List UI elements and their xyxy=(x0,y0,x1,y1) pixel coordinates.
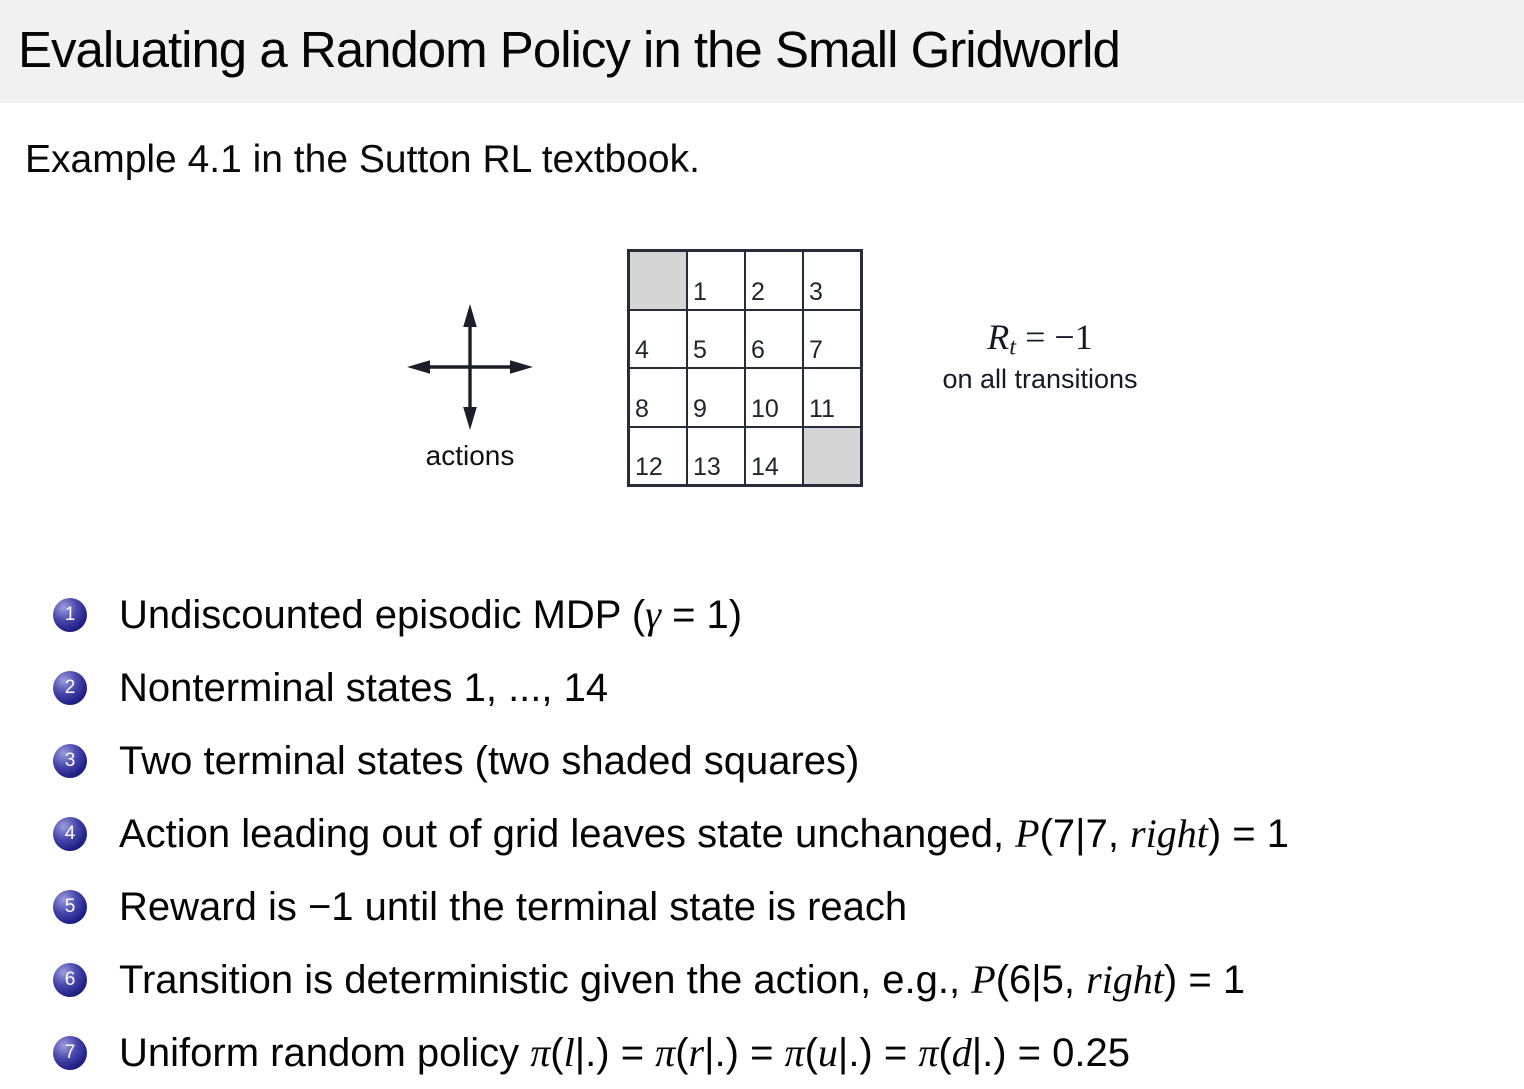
grid-cell xyxy=(688,252,744,309)
grid-cell-label: 9 xyxy=(693,394,707,423)
grid-cell xyxy=(688,428,744,485)
actions-block xyxy=(405,302,535,472)
subtitle: Example 4.1 in the Sutton RL textbook. xyxy=(25,138,700,181)
grid-cell xyxy=(746,311,802,368)
list-item xyxy=(53,943,1289,1016)
grid-cell xyxy=(804,252,860,309)
grid-cell-label: 8 xyxy=(635,394,649,423)
grid-cell-label: 11 xyxy=(809,394,835,423)
ball-bullet xyxy=(53,744,87,778)
list-item-text: Nonterminal states 1, ..., 14 xyxy=(119,665,609,710)
grid-cell xyxy=(688,311,744,368)
ball-bullet xyxy=(53,817,87,851)
ball-number: 7 xyxy=(64,1042,76,1063)
list-item xyxy=(53,797,1289,870)
grid-cell-terminal xyxy=(804,428,860,485)
reward-block xyxy=(912,318,1168,395)
reward-caption: on all transitions xyxy=(942,364,1138,395)
bullet-list xyxy=(53,578,1289,1089)
ball-bullet xyxy=(53,890,87,924)
grid-cell-label: 2 xyxy=(751,277,765,306)
list-item-text: Action leading out of grid leaves state unchanged, P(7|7, right) = 1 xyxy=(119,810,1289,856)
grid-cell xyxy=(746,428,802,485)
grid-cell xyxy=(630,311,686,368)
actions-cross-icon xyxy=(405,302,535,432)
grid-cell-label: 6 xyxy=(751,336,765,364)
grid-cell-label: 3 xyxy=(809,277,823,306)
gridworld-grid xyxy=(627,249,863,487)
list-item-text: Transition is deterministic given the action, e.g., P(6|5, right) = 1 xyxy=(119,956,1246,1002)
list-item-text: Reward is −1 until the terminal state is reach xyxy=(119,884,908,929)
grid-cell-label: 5 xyxy=(693,336,707,364)
ball-number: 3 xyxy=(64,750,76,771)
grid-cell xyxy=(630,369,686,426)
actions-label: actions xyxy=(425,440,515,471)
grid-cell xyxy=(804,311,860,368)
list-item xyxy=(53,651,1289,724)
grid-cell-label: 12 xyxy=(635,453,663,481)
grid-cell xyxy=(804,369,860,426)
grid-cell xyxy=(688,369,744,426)
grid-cell-label: 10 xyxy=(751,394,779,423)
list-item xyxy=(53,578,1289,651)
ball-number: 2 xyxy=(64,677,76,698)
slide-title-bar xyxy=(0,0,1524,103)
list-item-text: Uniform random policy π(l|.) = π(r|.) = π(u|.) = π(d|.) = 0.25 xyxy=(119,1029,1130,1075)
ball-bullet xyxy=(53,671,87,705)
ball-number: 4 xyxy=(64,823,76,844)
grid-cell-label: 13 xyxy=(693,453,721,481)
list-item xyxy=(53,870,1289,943)
ball-number: 6 xyxy=(64,969,76,990)
grid-cell xyxy=(630,428,686,485)
grid-cell-label: 4 xyxy=(635,336,649,364)
list-item-text: Two terminal states (two shaded squares) xyxy=(119,738,860,783)
slide-title: Evaluating a Random Policy in the Small Gridworld xyxy=(18,21,1120,78)
list-item xyxy=(53,724,1289,797)
ball-bullet xyxy=(53,963,87,997)
grid-cell xyxy=(746,369,802,426)
reward-equation: Rt = −1 xyxy=(987,317,1093,361)
list-item-text: Undiscounted episodic MDP (γ = 1) xyxy=(119,591,743,637)
ball-number: 5 xyxy=(64,896,76,917)
grid-cell xyxy=(746,252,802,309)
grid-cell-label: 14 xyxy=(751,453,779,481)
grid-cell-label: 1 xyxy=(693,277,707,306)
ball-bullet xyxy=(53,598,87,632)
list-item xyxy=(53,1016,1289,1089)
ball-number: 1 xyxy=(64,604,76,625)
ball-bullet xyxy=(53,1036,87,1070)
grid-cell-terminal xyxy=(630,252,686,309)
grid-cell-label: 7 xyxy=(809,336,823,364)
